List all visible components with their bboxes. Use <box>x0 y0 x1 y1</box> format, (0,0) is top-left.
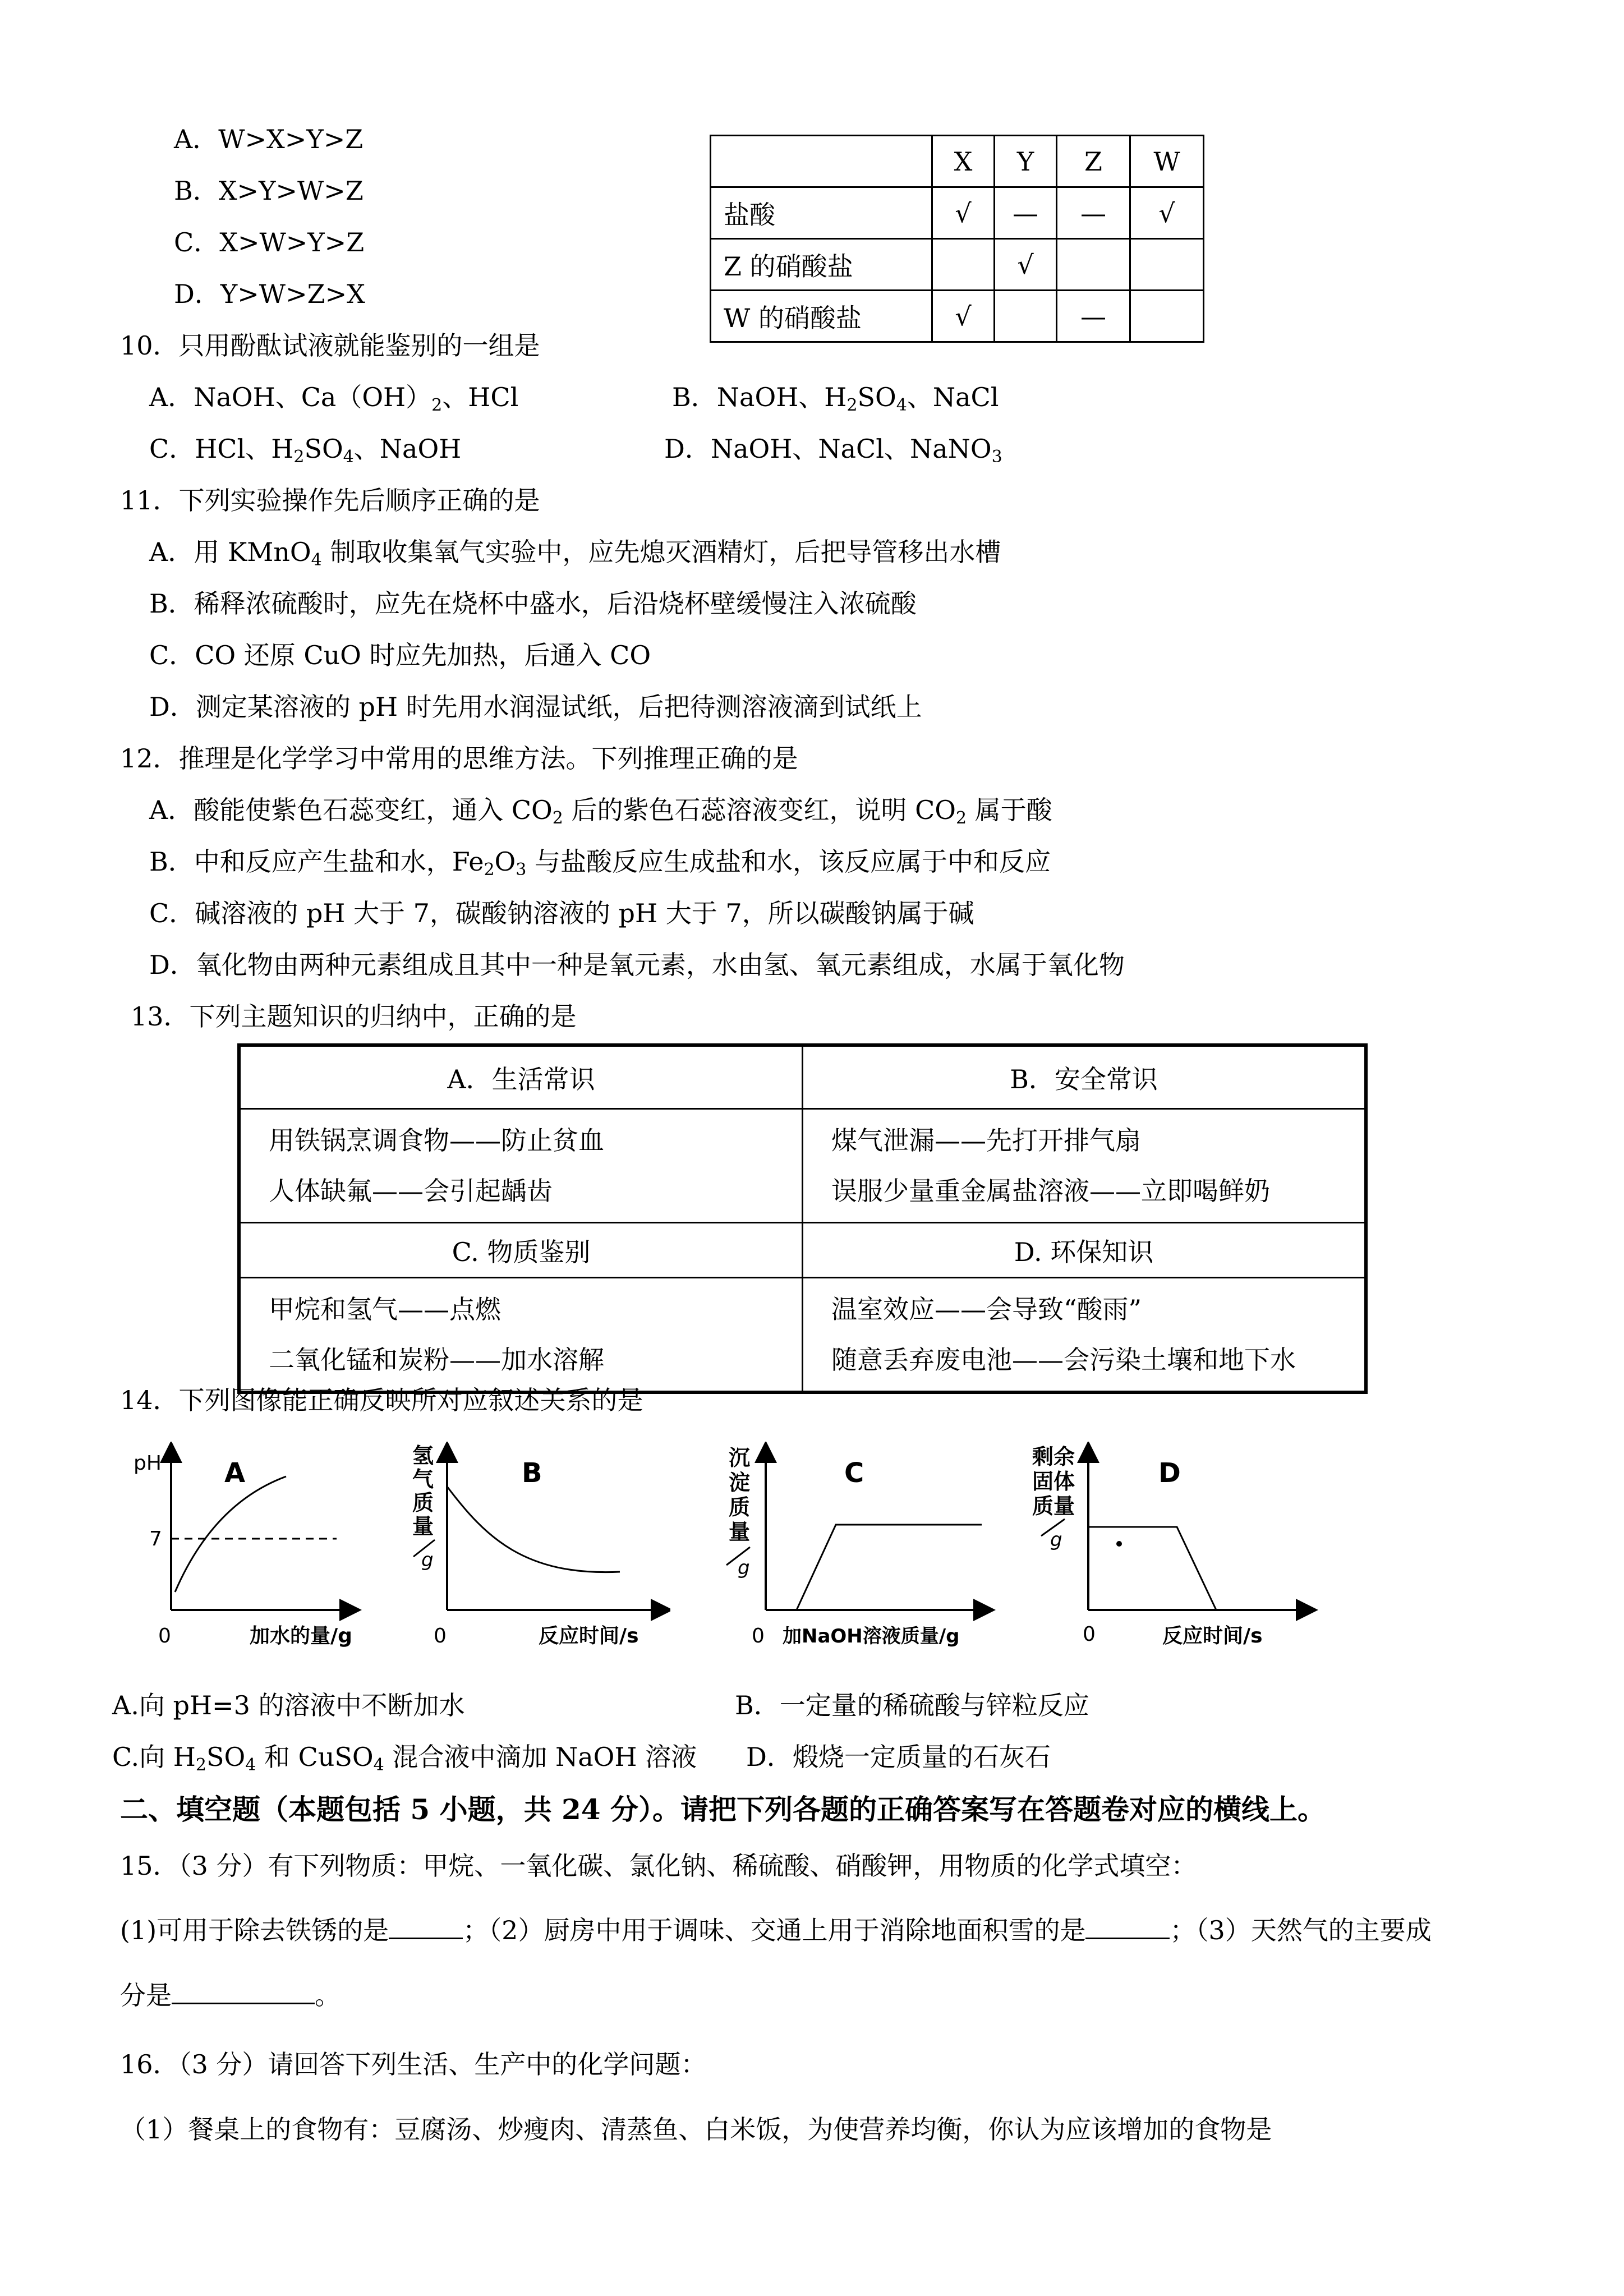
table-cell-c: 甲烷和氢气——点燃 二氧化锰和炭粉——加水溶解 <box>239 1278 803 1393</box>
answer-blank-1[interactable] <box>389 1913 463 1939</box>
table-cell-a: 用铁锅烹调食物——防止贫血 人体缺氟——会引起龋齿 <box>239 1109 803 1223</box>
y-axis-label-1: 氢 <box>412 1443 434 1468</box>
graph-c <box>721 1442 1018 1660</box>
q9-option-b: B．X>Y>W>Z <box>174 176 364 206</box>
graph-letter: A <box>224 1457 246 1489</box>
q10-option-d: D．NaOH、NaCl、NaNO$_3$ <box>664 434 1002 467</box>
table-cell: √ <box>932 187 995 239</box>
table-row <box>239 1109 1366 1223</box>
q9-option-c: C．X>W>Y>Z <box>174 227 365 257</box>
y-axis-label-3: 质 <box>729 1495 751 1520</box>
q14-stem: 14．下列图像能正确反映所对应叙述关系的是 <box>120 1385 643 1415</box>
table-cell <box>711 136 932 187</box>
table-header-a: A．生活常识 <box>239 1045 803 1109</box>
x-axis-label: 加NaOH溶液质量/g <box>783 1625 960 1648</box>
table-cell <box>1130 291 1204 342</box>
q12-stem: 12．推理是化学学习中常用的思维方法。下列推理正确的是 <box>120 743 798 774</box>
data-curve <box>797 1525 982 1610</box>
graph-letter: D <box>1158 1457 1181 1489</box>
graph-letter: B <box>522 1457 542 1489</box>
q9-reaction-table <box>710 135 1204 343</box>
table-cell: W 的硝酸盐 <box>711 291 932 342</box>
data-curve <box>1088 1527 1216 1610</box>
y-axis-label-4: 量 <box>412 1514 434 1539</box>
table-cell <box>1130 239 1204 291</box>
y-axis-label-4: 量 <box>729 1520 751 1544</box>
dot-mark <box>1116 1541 1122 1547</box>
y-axis-label-1: 剩余 <box>1032 1444 1075 1469</box>
table-cell-b: 煤气泄漏——先打开排气扇 误服少量重金属盐溶液——立即喝鲜奶 <box>803 1109 1367 1223</box>
q15-line-1: (1)可用于除去铁锈的是 ；（2）厨房中用于调味、交通上用于消除地面积雪的是 ；（3）天然气的主要成 <box>120 1913 1432 1947</box>
table-row <box>711 239 1204 291</box>
q16-stem: 16．（3 分）请回答下列生活、生产中的化学问题： <box>120 2049 707 2079</box>
table-header-d: D. 环保知识 <box>803 1223 1367 1278</box>
x-axis-label: 反应时间/s <box>539 1625 639 1648</box>
q13-stem: 13．下列主题知识的归纳中，正确的是 <box>131 1001 577 1032</box>
q14-option-a: A.向 pH=3 的溶液中不断加水 <box>112 1690 465 1720</box>
q14-option-c: C.向 $H_2SO_4$ 和 CuSO$_4$ 混合液中滴加 NaOH 溶液 <box>112 1742 697 1775</box>
graph-d <box>1027 1442 1318 1660</box>
table-cell <box>932 239 995 291</box>
y-axis-label-2: 固体 <box>1032 1469 1075 1494</box>
q10-option-c: C．HCl、$H_2SO_4$、NaOH <box>149 434 462 467</box>
q12-option-d: D．氧化物由两种元素组成且其中一种是氧元素，水由氢、氧元素组成，水属于氧化物 <box>149 950 1125 980</box>
data-curve <box>175 1476 286 1592</box>
section-2-heading: 二、填空题（本题包括 5 小题，共 24 分）。请把下列各题的正确答案写在答题卷对应的横线上。 <box>120 1793 1326 1826</box>
origin-label: 0 <box>752 1625 765 1648</box>
q9-option-d: D．Y>W>Z>X <box>174 279 365 309</box>
table-cell: Z 的硝酸盐 <box>711 239 932 291</box>
table-row <box>239 1278 1366 1393</box>
q14-option-d: D．煅烧一定质量的石灰石 <box>746 1742 1051 1772</box>
q15-line-2: 分是 。 <box>120 1978 341 2012</box>
q14-option-b: B．一定量的稀硫酸与锌粒反应 <box>735 1690 1089 1720</box>
table-cell <box>1057 239 1130 291</box>
graph-b <box>412 1442 670 1660</box>
q13-knowledge-table <box>237 1043 1368 1394</box>
q10-option-b: B．NaOH、$H_2SO_4$、NaCl <box>672 382 999 415</box>
y-axis-label-2: 气 <box>412 1467 434 1492</box>
table-row <box>711 136 1204 187</box>
y-axis-label-1: 沉 <box>729 1446 751 1470</box>
q12-option-c: C．碱溶液的 pH 大于 7，碳酸钠溶液的 pH 大于 7，所以碳酸钠属于碱 <box>149 898 974 928</box>
graph-a <box>129 1442 370 1660</box>
origin-label: 0 <box>158 1625 171 1648</box>
table-cell: — <box>995 187 1057 239</box>
table-cell: √ <box>932 291 995 342</box>
y-axis-unit: g <box>738 1557 750 1579</box>
q11-stem: 11．下列实验操作先后顺序正确的是 <box>120 485 540 516</box>
q10-option-a: A．NaOH、$Ca(OH)_2$、HCl <box>149 382 519 415</box>
table-cell: W <box>1130 136 1204 187</box>
table-row <box>711 291 1204 342</box>
table-cell: X <box>932 136 995 187</box>
table-header-c: C. 物质鉴别 <box>239 1223 803 1278</box>
q12-option-b: B．中和反应产生盐和水，$Fe_2O_3$ 与盐酸反应生成盐和水，该反应属于中和反应 <box>149 846 1051 880</box>
table-row <box>239 1223 1366 1278</box>
graph-letter: C <box>844 1457 864 1489</box>
y-tick-label: 7 <box>149 1527 162 1550</box>
q15-stem: 15．（3 分）有下列物质：甲烷、一氧化碳、氯化钠、稀硫酸、硝酸钾，用物质的化学式填空： <box>120 1851 1197 1881</box>
x-axis-label: 加水的量/g <box>250 1625 352 1648</box>
table-cell: 盐酸 <box>711 187 932 239</box>
y-axis-label-2: 淀 <box>729 1470 751 1495</box>
answer-blank-2[interactable] <box>1085 1913 1170 1939</box>
table-cell: Y <box>995 136 1057 187</box>
data-curve <box>447 1487 620 1572</box>
table-cell: — <box>1057 291 1130 342</box>
q11-option-b: B．稀释浓硫酸时，应先在烧杯中盛水，后沿烧杯壁缓慢注入浓硫酸 <box>149 588 917 619</box>
x-axis-label: 反应时间/s <box>1162 1625 1263 1648</box>
q16-part-1: （1）餐桌上的食物有：豆腐汤、炒瘦肉、清蒸鱼、白米饭，为使营养均衡，你认为应该增加的食物是 <box>120 2114 1272 2145</box>
table-header-b: B．安全常识 <box>803 1045 1367 1109</box>
table-cell: √ <box>1130 187 1204 239</box>
table-cell: Z <box>1057 136 1130 187</box>
q10-stem: 10．只用酚酞试液就能鉴别的一组是 <box>120 330 540 361</box>
table-cell: √ <box>995 239 1057 291</box>
table-cell-d: 温室效应——会导致“酸雨” 随意丢弃废电池——会污染土壤和地下水 <box>803 1278 1367 1393</box>
table-cell <box>995 291 1057 342</box>
q9-option-a: A．W>X>Y>Z <box>174 124 364 154</box>
y-axis-label-3: 质 <box>412 1490 434 1515</box>
y-axis-label: pH <box>134 1452 162 1475</box>
q11-option-d: D．测定某溶液的 pH 时先用水润湿试纸，后把待测溶液滴到试纸上 <box>149 692 922 722</box>
y-axis-label-3: 质量 <box>1032 1494 1075 1519</box>
table-cell: — <box>1057 187 1130 239</box>
answer-blank-3[interactable] <box>172 1978 315 2004</box>
origin-label: 0 <box>434 1625 447 1648</box>
y-axis-unit: g <box>1050 1529 1062 1551</box>
table-row <box>239 1045 1366 1109</box>
table-row <box>711 187 1204 239</box>
origin-label: 0 <box>1083 1623 1096 1646</box>
q11-option-a: A．用 KMnO$_4$ 制取收集氧气实验中，应先熄灭酒精灯，后把导管移出水槽 <box>149 537 1001 570</box>
y-axis-unit: g <box>421 1549 434 1571</box>
q12-option-a: A．酸能使紫色石蕊变红，通入 $CO_2$ 后的紫色石蕊溶液变红，说明 $CO_2$ 属于酸 <box>149 795 1052 828</box>
q11-option-c: C．CO 还原 CuO 时应先加热，后通入 CO <box>149 640 651 670</box>
